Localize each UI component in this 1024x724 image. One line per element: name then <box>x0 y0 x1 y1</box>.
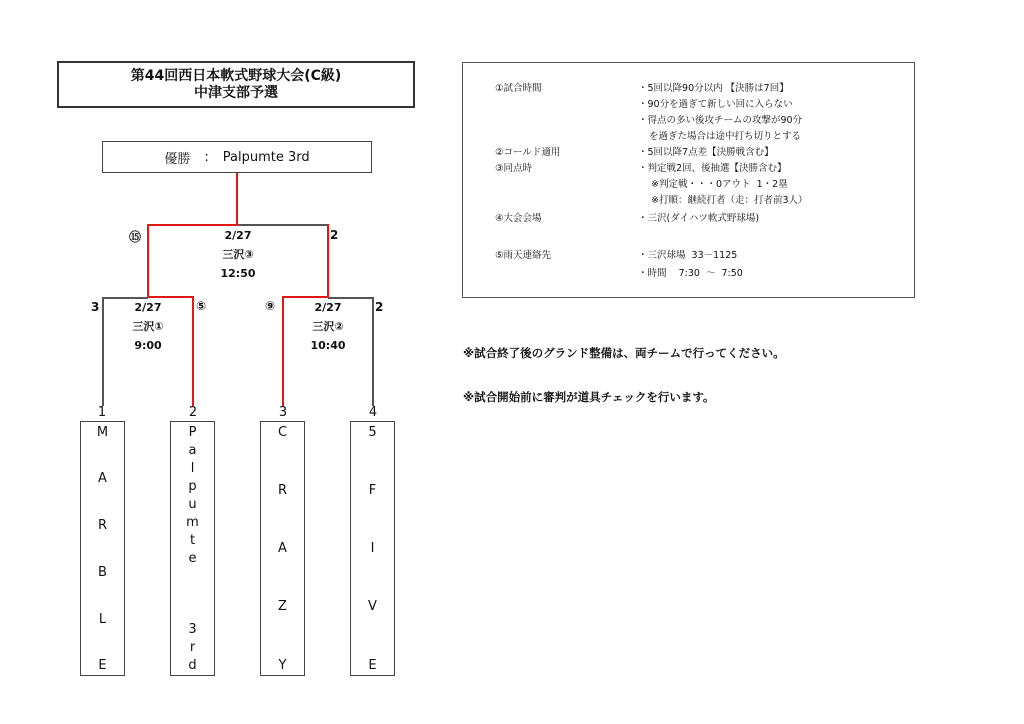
final-score-right: 2 <box>330 228 339 242</box>
seed-4: 4 <box>368 405 378 420</box>
team-char: A <box>278 541 287 556</box>
line-team1 <box>102 297 104 406</box>
champion-label: 優勝 <box>164 151 191 167</box>
rule-value: ・5回以降7点差【決勝戦含む】 <box>638 147 774 158</box>
title-line-2: 中津支部予選 <box>194 84 278 101</box>
team-char: L <box>98 612 107 627</box>
final-venue: 三沢③ <box>222 248 254 261</box>
team-char: R <box>97 518 108 533</box>
semi2-score-left: ⑨ <box>265 299 276 313</box>
team-char: Z <box>278 599 287 614</box>
team-char: F <box>368 483 377 498</box>
team-char: r <box>189 640 196 655</box>
team-box-palpumte <box>170 421 215 676</box>
team-char: V <box>368 599 377 614</box>
semi2-time: 10:40 <box>310 339 346 352</box>
rule-value: ・90分を過ぎて新しい回に入らない <box>638 99 793 110</box>
seed-1: 1 <box>97 405 107 420</box>
rule-value: ・判定戦2回、後抽選【決勝含む】 <box>638 163 787 174</box>
line-team2 <box>192 296 194 406</box>
team-char: E <box>98 658 107 673</box>
team-char: Y <box>278 658 287 673</box>
final-time: 12:50 <box>220 267 256 280</box>
rule-value: ※判定戦・・・0アウト 1・2塁 <box>645 179 788 190</box>
semi1-score-right: ⑤ <box>196 299 207 313</box>
semi1-score-left: 3 <box>91 300 100 314</box>
rule-value: ・得点の多い後攻チームの攻撃が90分 <box>638 115 803 126</box>
team-char: I <box>370 541 375 556</box>
final-date: 2/27 <box>224 229 252 242</box>
team-char: B <box>98 565 107 580</box>
rule-label: ④大会会場 <box>495 213 542 224</box>
rule-label: ⑤雨天連絡先 <box>495 250 552 261</box>
semi2-match-info <box>288 298 368 355</box>
seed-2: 2 <box>188 405 198 420</box>
seed-3: 3 <box>278 405 288 420</box>
team-char: d <box>188 658 197 673</box>
team-char: p <box>188 479 197 494</box>
semi2-date: 2/27 <box>314 301 342 314</box>
semi1-time: 9:00 <box>134 339 162 352</box>
team-char: C <box>277 425 288 440</box>
rule-label: ③同点時 <box>495 163 533 174</box>
final-match-info <box>198 226 278 283</box>
rule-label: ①試合時間 <box>495 83 542 94</box>
team-char: 3 <box>188 622 197 637</box>
team-char: u <box>188 497 197 512</box>
rule-value: ・三沢(ダイハツ軟式野球場) <box>638 213 760 224</box>
team-char: M <box>96 425 109 440</box>
line-final-left-drop <box>147 224 149 298</box>
semi1-venue: 三沢① <box>132 320 164 333</box>
champion-separator: : <box>204 149 209 165</box>
line-team4 <box>372 297 374 406</box>
rule-value: ・5回以降90分以内 【決勝は7回】 <box>638 83 789 94</box>
team-char: m <box>186 515 199 530</box>
team-box-marble <box>80 421 125 676</box>
rule-value: ・時間 7:30 ～ 7:50 <box>638 268 743 279</box>
note-equipment-check: ※試合開始前に審判が道具チェックを行います。 <box>463 390 715 404</box>
rule-value: を過ぎた場合は途中打ち切りとする <box>643 131 802 142</box>
semi1-match-info <box>108 298 188 355</box>
final-score-left: ⑮ <box>129 230 142 244</box>
champion-box <box>102 141 372 173</box>
team-char: t <box>189 533 196 548</box>
team-char: e <box>188 551 197 566</box>
semi2-score-right: 2 <box>375 300 384 314</box>
team-box-crazy <box>260 421 305 676</box>
team-char: E <box>368 658 377 673</box>
title-line-1: 第44回西日本軟式野球大会(C級) <box>130 67 342 84</box>
team-box-five <box>350 421 395 676</box>
line-champion-final <box>236 173 238 226</box>
team-char: 5 <box>368 425 377 440</box>
rule-value: ※打順：継続打者（走：打者前3人） <box>645 195 808 206</box>
team-char: A <box>98 471 107 486</box>
semi1-date: 2/27 <box>134 301 162 314</box>
rule-value: ・三沢球場 33－1125 <box>638 250 738 261</box>
champion-team: Palpumte 3rd <box>222 149 310 165</box>
team-char: P <box>188 425 197 440</box>
line-team3 <box>282 296 284 406</box>
rules-box <box>462 62 915 298</box>
tournament-title <box>57 61 415 108</box>
team-char: l <box>190 461 195 476</box>
rule-label: ②コールド適用 <box>495 147 561 158</box>
team-char: a <box>188 443 197 458</box>
line-final-right-drop <box>327 224 329 298</box>
team-char: R <box>277 483 288 498</box>
note-ground-maintenance: ※試合終了後のグランド整備は、両チームで行ってください。 <box>463 346 785 360</box>
semi2-venue: 三沢② <box>312 320 344 333</box>
